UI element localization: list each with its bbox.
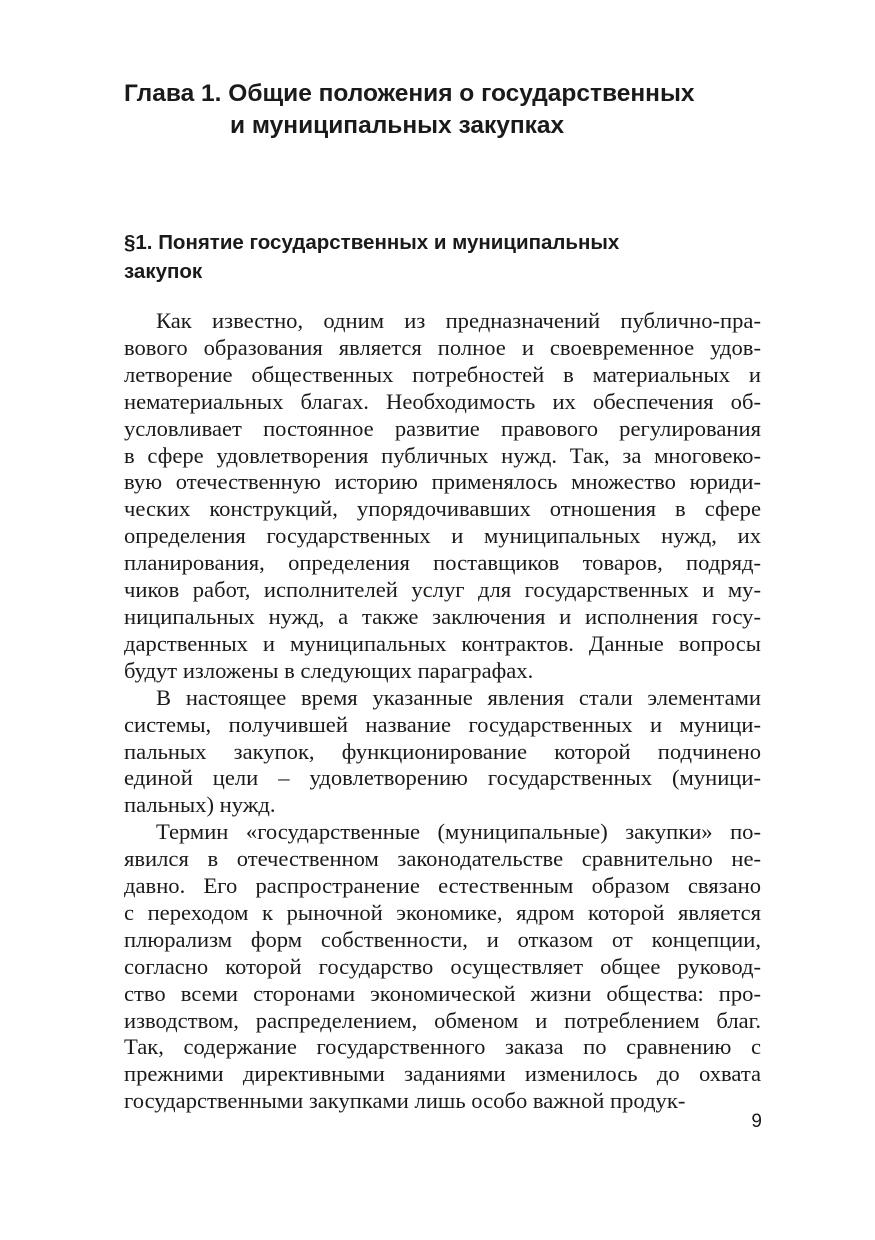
paragraph-line: условливает постоянное развитие правового регулирования <box>124 415 761 441</box>
paragraph-line: Так, содержание государственного заказа по сравнению с <box>124 1034 761 1060</box>
paragraph-line: изводством, распределением, обменом и потреблением благ. <box>124 1007 761 1033</box>
paragraph-line: ческих конструкций, упорядочивавших отношения в сфере <box>124 496 761 522</box>
section-title-line-1: §1. Понятие государственных и муниципальных <box>124 231 620 254</box>
chapter-title-line-1: Глава 1. Общие положения о государственных <box>124 80 695 107</box>
paragraph-line: Как известно, одним из предназначений публично-пра- <box>156 308 761 333</box>
paragraph-line: В настоящее время указанные явления стали элементами <box>156 684 761 710</box>
paragraph-line: ство всеми сторонами экономической жизни общества: про- <box>124 980 761 1006</box>
paragraph-line: вового образования является полное и своевременное удов- <box>124 334 761 360</box>
paragraph-line: дарственных и муниципальных контрактов. Данные вопросы <box>124 630 761 656</box>
paragraph-line: определения государственных и муниципальных нужд, их <box>124 523 761 549</box>
chapter-title <box>124 78 804 142</box>
paragraph <box>124 685 761 820</box>
paragraph-line: пальных) нужд. <box>124 792 276 818</box>
paragraph-line: планирования, определения поставщиков товаров, подряд- <box>124 550 761 576</box>
chapter-title-line-2: и муниципальных закупках <box>230 112 565 139</box>
paragraph-line: явился в отечественном законодательстве сравнительно не- <box>124 846 761 872</box>
paragraph-line: пальных закупок, функционирование которой подчинено <box>124 738 761 764</box>
section-title <box>124 228 764 286</box>
page-number: 9 <box>751 1111 762 1132</box>
paragraph-line: прежними директивными заданиями изменилось до охвата <box>124 1061 761 1087</box>
paragraph-line: согласно которой государство осуществляет общее руковод- <box>124 953 761 979</box>
paragraph-line: давно. Его распространение естественным образом связано <box>124 873 761 899</box>
paragraph-line: будут изложены в следующих параграфах. <box>124 657 534 683</box>
paragraph-line: в сфере удовлетворения публичных нужд. Так, за многовеко- <box>124 442 761 468</box>
paragraph-line: плюрализм форм собственности, и отказом от концепции, <box>124 926 761 952</box>
paragraph-line: с переходом к рыночной экономике, ядром которой является <box>124 899 761 925</box>
paragraph <box>124 308 761 685</box>
paragraph-line: единой цели – удовлетворению государственных (муници- <box>124 765 761 791</box>
paragraph-line: летворение общественных потребностей в материальных и <box>124 361 761 387</box>
paragraph-line: ниципальных нужд, а также заключения и исполнения госу- <box>124 603 761 629</box>
paragraph-line: нематериальных благах. Необходимость их обеспечения об- <box>124 388 761 414</box>
paragraph-line: государственными закупками лишь особо важной продук- <box>124 1088 686 1114</box>
body-text <box>124 308 761 1115</box>
paragraph-line: Термин «государственные (муниципальные) закупки» по- <box>156 819 761 845</box>
paragraph <box>124 819 761 1115</box>
paragraph-line: вую отечественную историю применялось множество юриди- <box>124 469 761 495</box>
section-title-line-2: закупок <box>124 260 203 283</box>
paragraph-line: системы, получившей название государственных и муници- <box>124 711 761 737</box>
paragraph-line: чиков работ, исполнителей услуг для государственных и му- <box>124 577 761 603</box>
